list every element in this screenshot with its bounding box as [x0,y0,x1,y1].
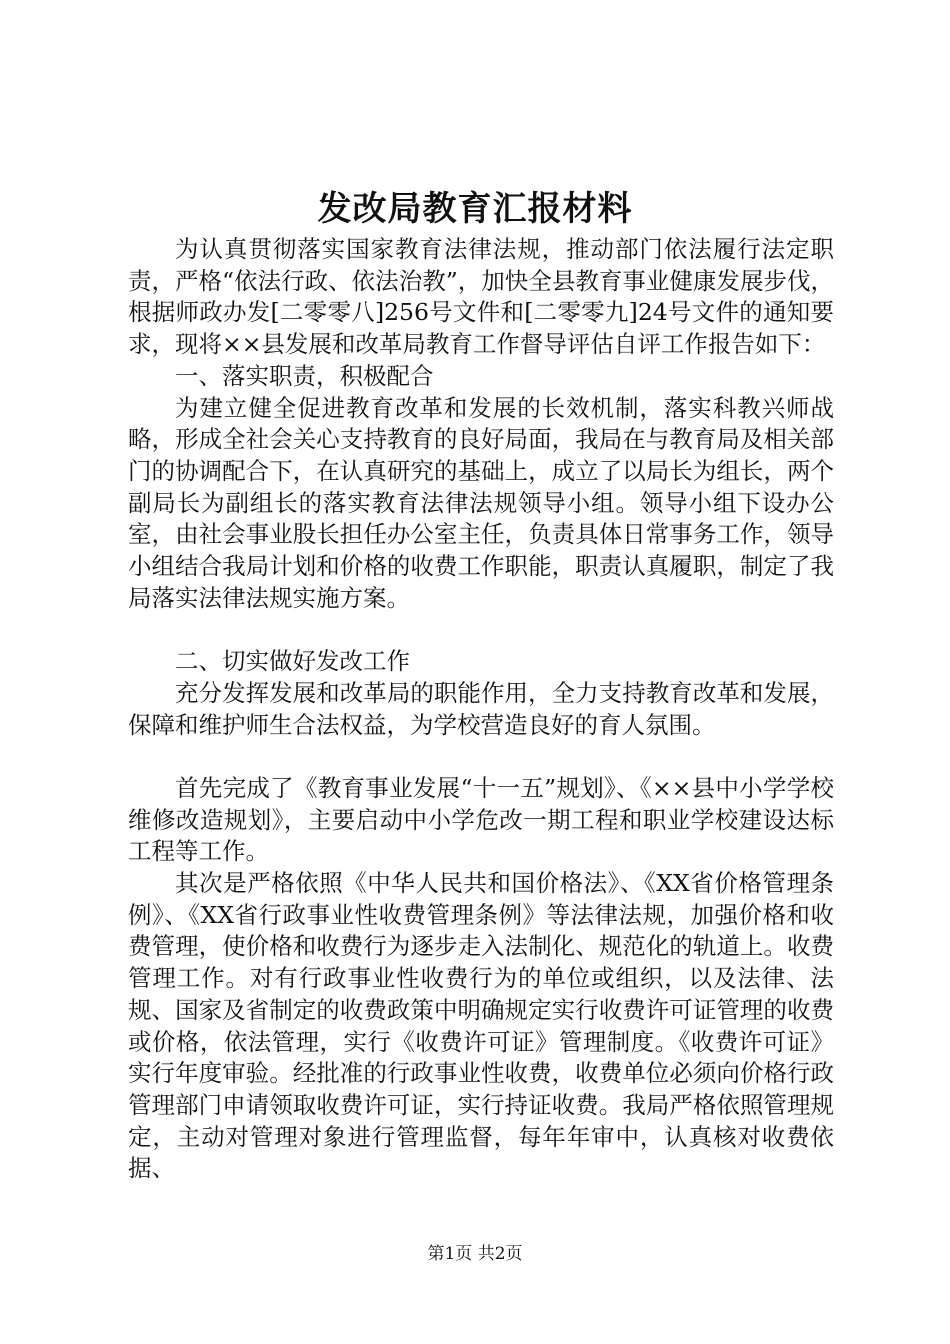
section-1-paragraph-1: 为建立健全促进教育改革和发展的长效机制，落实科教兴师战略，形成全社会关心支持教育的良好局面，我局在与教育局及相关部门的协调配合下，在认真研究的基础上，成立了以局长为组长，两个副局长为副组长的落实教育法律法规领导小组。领导小组下设办公室，由社会事业股长担任办公室主任，负责具体日常事务工作，领导小组结合我局计划和价格的收费工作职能，职责认真履职，制定了我局落实法律法规实施方案。 [128,393,834,612]
page-number-footer: 第1页 共2页 [427,1244,523,1264]
section-2-paragraph-1: 充分发挥发展和改革局的职能作用，全力支持教育改革和发展，保障和维护师生合法权益，为学校营造良好的育人氛围。 [128,678,834,739]
intro-paragraph: 为认真贯彻落实国家教育法律法规，推动部门依法履行法定职责，严格“依法行政、依法治教”，加快全县教育事业健康发展步伐，根据师政办发[二零零八]256号文件和[二零零九]24号文件的通知要求，现将××县发展和改革局教育工作督导评估自评工作报告如下： [128,235,834,359]
section-heading-2: 二、切实做好发改工作 [175,647,410,676]
section-2-paragraph-2: 首先完成了《教育事业发展“十一五”规划》、《××县中小学学校维修改造规划》，主要启动中小学危改一期工程和职业学校建设达标工程等工作。 [128,773,834,866]
paragraph-gap [128,614,834,646]
document-title: 发改局教育汇报材料 [317,189,633,229]
document-body [128,234,834,1185]
paragraph-gap [128,741,834,773]
section-heading-1: 一、落实职责，积极配合 [175,361,434,390]
section-2-paragraph-3: 其次是严格依照《中华人民共和国价格法》、《XX省价格管理条例》、《XX省行政事业性收费管理条例》等法律法规，加强价格和收费管理，使价格和收费行为逐步走入法制化、规范化的轨道上。收费管理工作。对有行政事业性收费行为的单位或组织，以及法律、法规、国家及省制定的收费政策中明确规定实行收费许可证管理的收费或价格，依法管理，实行《收费许可证》管理制度。《收费许可证》实行年度审验。经批准的行政事业性收费，收费单位必须向价格行政管理部门申请领取收费许可证，实行持证收费。我局严格依照管理规定，主动对管理对象进行管理监督，每年年审中，认真核对收费依据、 [128,869,834,1183]
